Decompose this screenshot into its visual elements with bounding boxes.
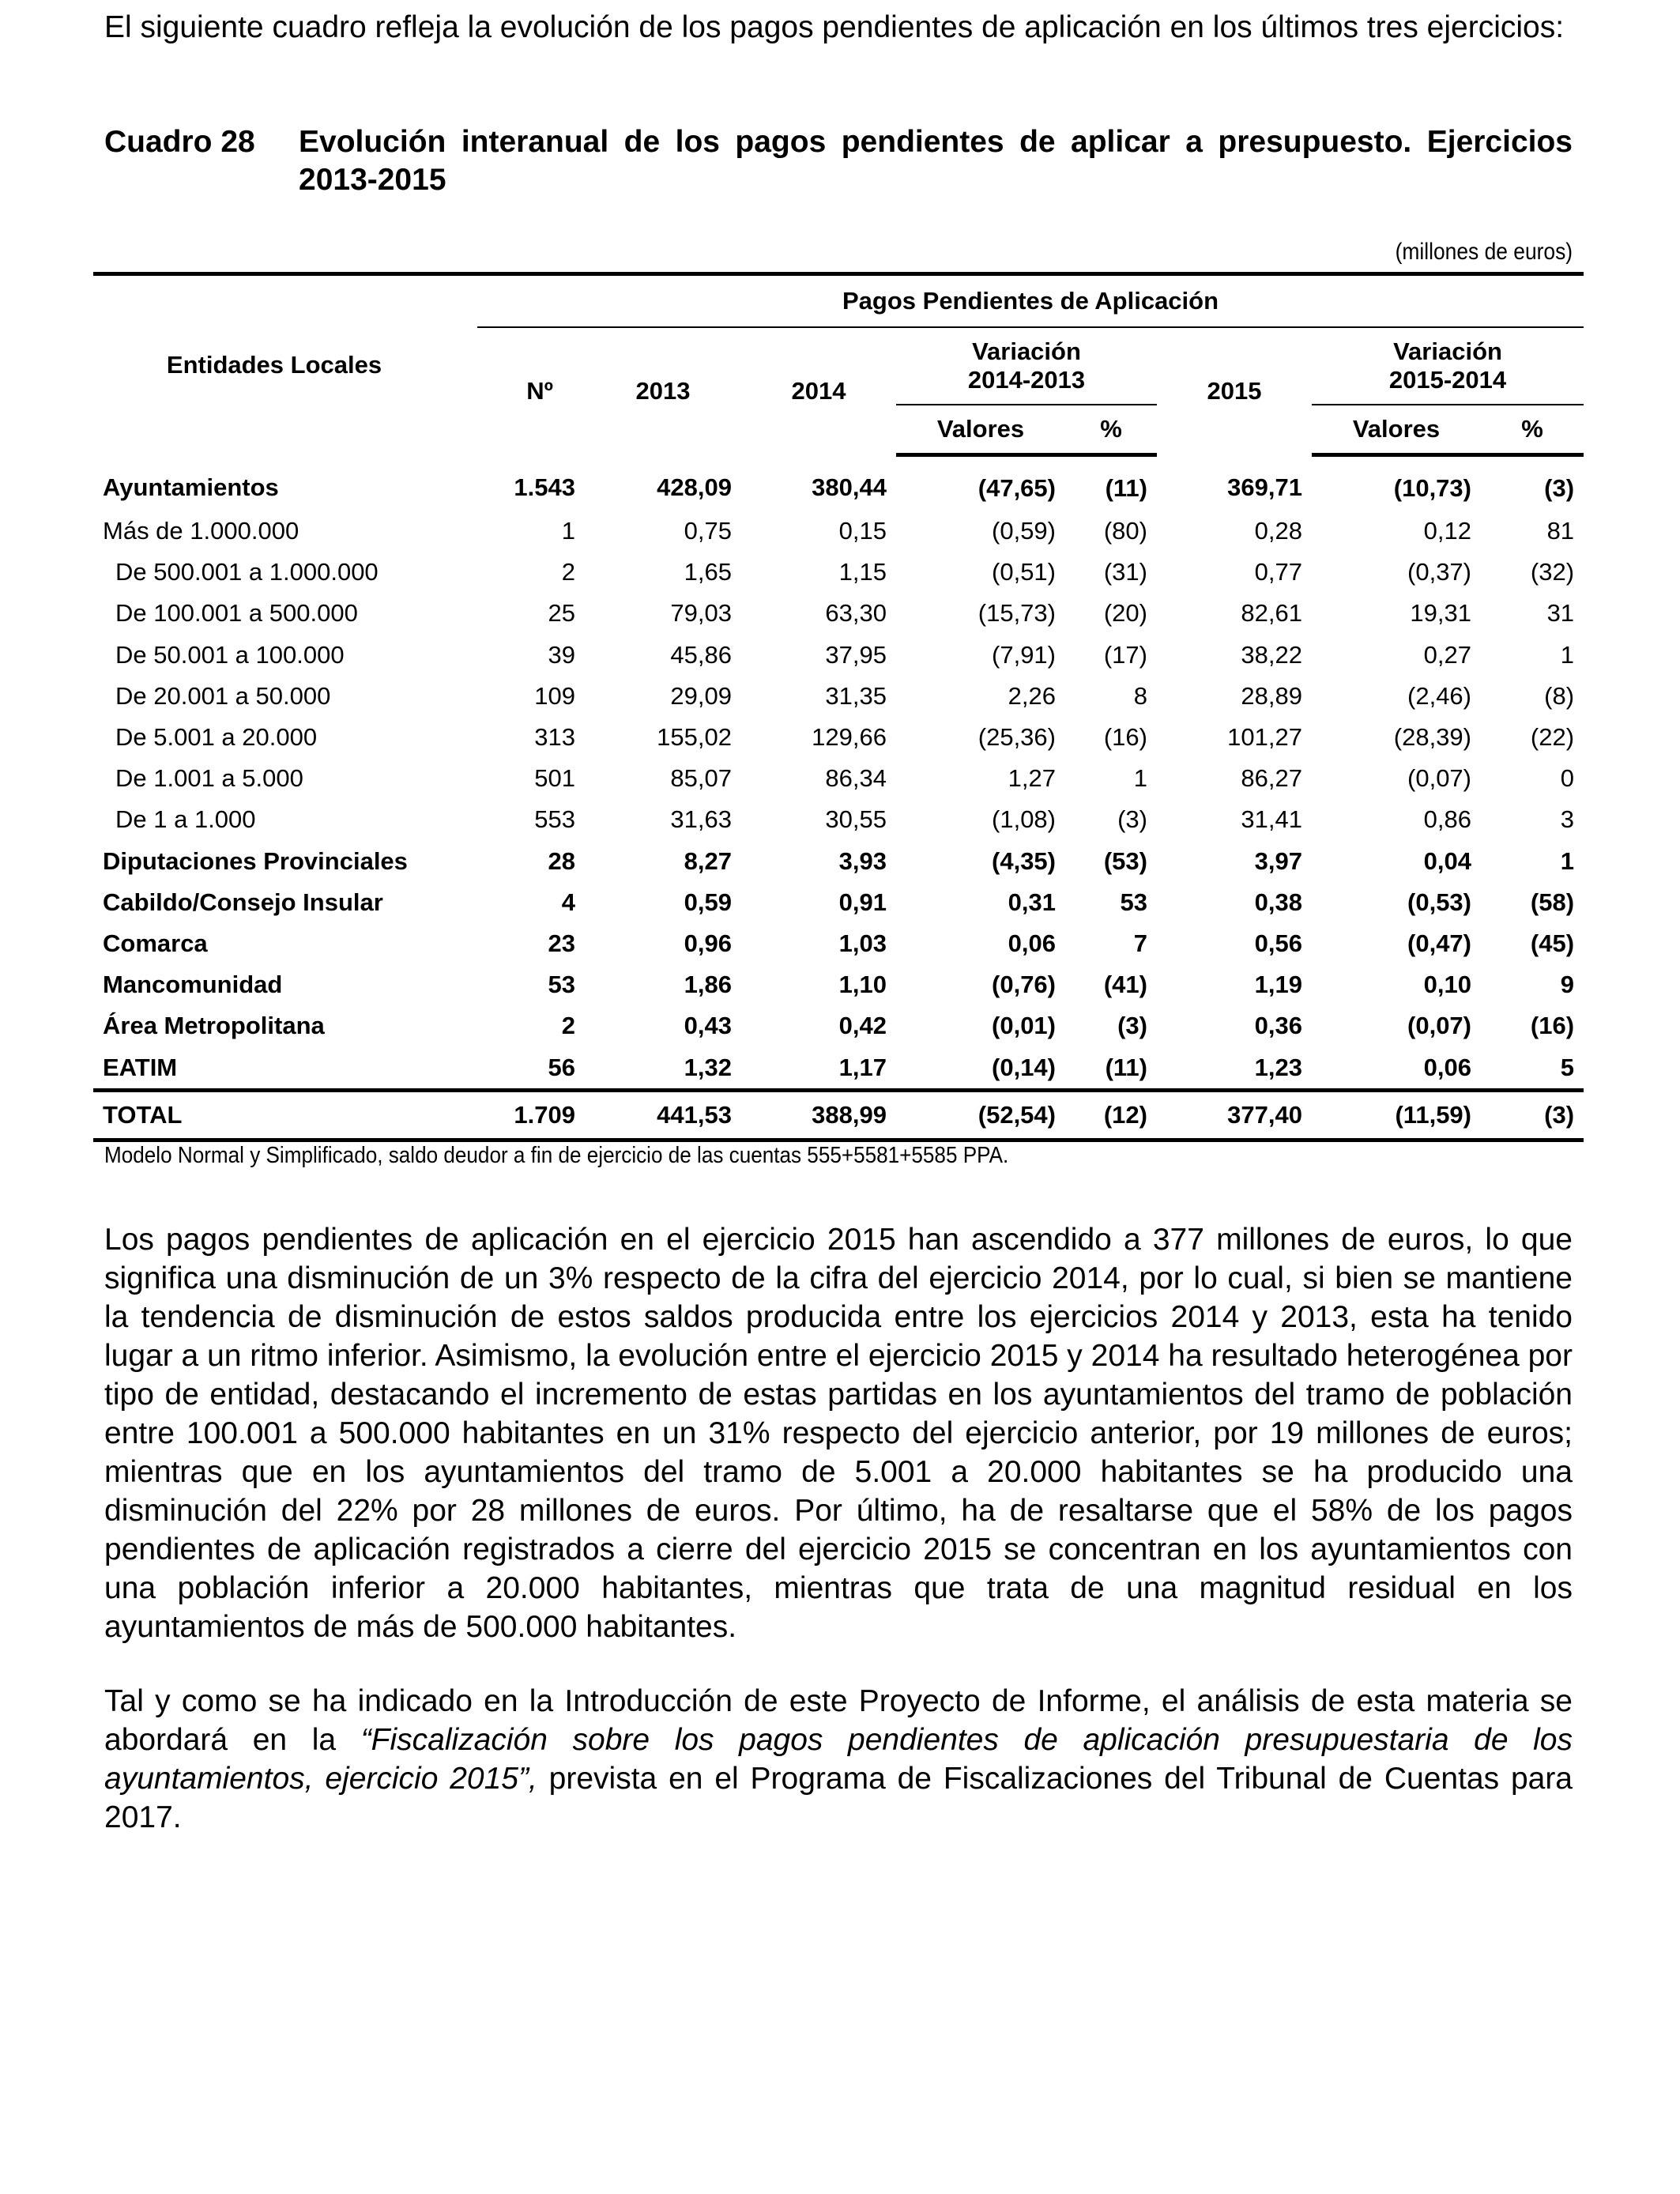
cell-var2-pct: 0	[1560, 764, 1575, 793]
cell-var1-value: (4,35)	[992, 846, 1056, 875]
cell-var2-pct: 1	[1560, 640, 1575, 669]
cell-2015: 28,89	[1241, 681, 1302, 710]
cell-n: 56	[548, 1053, 575, 1081]
table-row	[93, 799, 1584, 840]
table-row	[93, 593, 1584, 634]
cell-var1-pct: (31)	[1103, 558, 1147, 586]
cell-2014: 31,35	[825, 681, 887, 710]
cell-var2-value: (2,46)	[1407, 681, 1471, 710]
cell-var2-value: 19,31	[1410, 599, 1471, 628]
header-pct2: %	[1481, 405, 1584, 455]
total-var1-value: (52,54)	[896, 1090, 1065, 1140]
cell-var1-value: 2,26	[1008, 681, 1056, 710]
cell-label: Diputaciones Provinciales	[103, 846, 408, 875]
cell-var1-pct: (3)	[1117, 1012, 1147, 1040]
header-var1	[896, 327, 1157, 405]
cell-var1-value: 0,06	[1008, 929, 1056, 957]
table-note: Modelo Normal y Simplificado, saldo deudor a fin de ejercicio de las cuentas 555+5581+5585 PPA.	[104, 1143, 1009, 1168]
cell-2013: 1,86	[684, 971, 732, 999]
total-var2-value: (11,59)	[1312, 1090, 1481, 1140]
caption-title: Evolución interanual de los pagos pendientes de aplicar a presupuesto. Ejercicios 2013-2015	[299, 125, 1573, 197]
total-2014: 388,99	[741, 1090, 896, 1140]
header-valores1: Valores	[896, 405, 1065, 455]
cell-2013: 1,32	[684, 1053, 732, 1081]
cell-var2-pct: (3)	[1544, 474, 1575, 502]
total-var2-pct: (3)	[1481, 1090, 1584, 1140]
body-paragraph-1: Los pagos pendientes de aplicación en el ejercicio 2015 han ascendido a 377 millones de euros, lo que significa una disminución de un 3% respecto de la cifra del ejercicio 2014, por lo cual, si bien se mantiene la tendencia de disminución de estos saldos producida entre los ejercicios 2014 y 2013, esta ha tenido lugar a un ritmo inferior. Asimismo, la evolución entre el ejercicio 2015 y 2014 ha resultado heterogénea por tipo de entidad, destacando el incremento de estas partidas en los ayuntamientos del tramo de población entre 100.001 a 500.000 habitantes en un 31% respecto del ejercicio anterior, por 19 millones de euros; mientras que en los ayuntamientos del tramo de 5.001 a 20.000 habitantes se ha producido una disminución del 22% por 28 millones de euros. Por último, ha de resaltarse que el 58% de los pagos pendientes de aplicación registrados a cierre del ejercicio 2015 se concentran en los ayuntamientos con una población inferior a 20.000 habitantes, mientras que trata de una magnitud residual en los ayuntamientos de más de 500.000 habitantes.	[104, 1223, 1573, 1644]
cell-2015: 0,36	[1254, 1012, 1302, 1040]
units-label: (millones de euros)	[1395, 239, 1573, 265]
cell-var2-pct: (22)	[1530, 723, 1575, 752]
cell-label: De 500.001 a 1.000.000	[115, 558, 379, 586]
cell-n: 53	[548, 971, 575, 999]
header-n: Nº	[526, 377, 553, 405]
header-var2	[1312, 327, 1584, 405]
cell-2015: 86,27	[1241, 764, 1302, 793]
cell-2014: 1,17	[838, 1053, 887, 1081]
cell-2015: 0,77	[1254, 558, 1302, 586]
cell-2015: 3,97	[1254, 846, 1302, 875]
cell-var2-pct: (32)	[1530, 558, 1575, 586]
header-2013: 2013	[635, 377, 691, 405]
cell-2014: 37,95	[825, 640, 887, 669]
table-row	[93, 676, 1584, 717]
cell-var1-pct: (3)	[1117, 805, 1147, 834]
cell-2015: 1,19	[1254, 971, 1302, 999]
table-row	[93, 964, 1584, 1005]
cell-var1-pct: 8	[1133, 681, 1147, 710]
cell-label: Más de 1.000.000	[103, 517, 299, 545]
total-label: TOTAL	[93, 1090, 477, 1140]
cell-n: 501	[534, 764, 575, 793]
cell-var2-value: 0,10	[1423, 971, 1471, 999]
cell-label: De 100.001 a 500.000	[115, 599, 358, 628]
cell-2014: 1,15	[838, 558, 887, 586]
cell-n: 23	[548, 929, 575, 957]
cell-n: 39	[548, 640, 575, 669]
cell-label: De 5.001 a 20.000	[115, 723, 318, 752]
header-group: Pagos Pendientes de Aplicación	[477, 274, 1584, 328]
cell-label: Cabildo/Consejo Insular	[103, 888, 383, 916]
cell-2014: 0,15	[838, 517, 887, 545]
cell-n: 313	[534, 723, 575, 752]
total-var1-pct: (12)	[1065, 1090, 1157, 1140]
cell-2013: 0,96	[684, 929, 732, 957]
cell-var1-value: (0,14)	[992, 1053, 1056, 1081]
cell-n: 2	[561, 558, 575, 586]
cell-2014: 3,93	[838, 846, 887, 875]
cell-var1-value: (47,65)	[977, 474, 1056, 502]
cell-var2-value: 0,04	[1423, 846, 1471, 875]
cell-var2-value: 0,12	[1423, 517, 1471, 545]
cell-2013: 85,07	[670, 764, 732, 793]
cell-2013: 428,09	[657, 473, 732, 501]
header-var1-text: Variación 2014-2013	[967, 337, 1086, 394]
table-caption	[104, 123, 1573, 199]
cell-var1-value: 0,31	[1008, 888, 1056, 916]
cell-2014: 380,44	[812, 473, 887, 501]
cell-n: 109	[534, 681, 575, 710]
header-2015: 2015	[1207, 377, 1262, 405]
cell-var2-pct: 31	[1546, 599, 1575, 628]
total-row	[93, 1090, 1584, 1140]
table-row	[93, 882, 1584, 923]
cell-var2-value: (28,39)	[1393, 723, 1471, 752]
cell-2013: 0,43	[684, 1012, 732, 1040]
cell-n: 2	[561, 1012, 575, 1040]
cell-2015: 1,23	[1254, 1053, 1302, 1081]
intro-paragraph: El siguiente cuadro refleja la evolución de los pagos pendientes de aplicación en los últimos tres ejercicios:	[104, 10, 1565, 44]
cell-2015: 38,22	[1241, 640, 1302, 669]
cell-2013: 155,02	[657, 723, 732, 752]
cell-var1-pct: (11)	[1105, 1053, 1147, 1081]
cell-label: De 1 a 1.000	[115, 805, 256, 834]
cell-2015: 0,28	[1254, 517, 1302, 545]
cell-var1-pct: 53	[1120, 888, 1147, 916]
cell-n: 553	[534, 805, 575, 834]
cell-var2-pct: (58)	[1530, 888, 1575, 916]
cell-var2-value: (0,07)	[1407, 764, 1471, 793]
cell-n: 1	[561, 517, 575, 545]
cell-2015: 31,41	[1241, 805, 1302, 834]
cell-2014: 0,91	[838, 888, 887, 916]
cell-label: De 50.001 a 100.000	[115, 640, 345, 669]
cell-var2-value: (0,07)	[1407, 1012, 1471, 1040]
cell-label: Área Metropolitana	[103, 1012, 325, 1040]
cell-var2-value: (0,37)	[1407, 558, 1471, 586]
cell-2014: 63,30	[825, 599, 887, 628]
cell-2015: 101,27	[1227, 723, 1302, 752]
cell-var1-value: (0,76)	[992, 971, 1056, 999]
cell-2013: 79,03	[670, 599, 732, 628]
cell-var1-value: (0,51)	[992, 558, 1056, 586]
cell-var1-pct: (80)	[1103, 517, 1147, 545]
cell-var2-value: (10,73)	[1393, 474, 1471, 502]
table-row	[93, 511, 1584, 552]
cell-2015: 0,56	[1254, 929, 1302, 957]
cell-var2-pct: (8)	[1544, 681, 1575, 710]
cell-2014: 1,10	[838, 971, 887, 999]
header-2014: 2014	[791, 377, 846, 405]
cell-var1-value: (0,01)	[992, 1012, 1056, 1040]
cell-label: EATIM	[103, 1053, 178, 1081]
header-var2-text: Variación 2015-2014	[1388, 337, 1507, 394]
cell-var2-pct: 5	[1560, 1053, 1575, 1081]
cell-var1-value: (0,59)	[992, 517, 1056, 545]
cell-var2-value: (0,47)	[1407, 929, 1471, 957]
cell-var1-value: 1,27	[1008, 764, 1056, 793]
total-n: 1.709	[477, 1090, 585, 1140]
paragraph2-italic: “Fiscalización sobre los pagos pendientes de aplicación presupuestaria de los ayuntamientos, ejercicio 2015”,	[104, 1723, 1573, 1796]
cell-2014: 0,42	[838, 1012, 887, 1040]
cell-2013: 29,09	[670, 681, 732, 710]
cell-2013: 1,65	[684, 558, 732, 586]
cell-n: 4	[561, 888, 575, 916]
cell-var1-pct: (11)	[1105, 474, 1147, 502]
table-row	[93, 717, 1584, 758]
cell-2015: 0,38	[1254, 888, 1302, 916]
cell-n: 1.543	[514, 473, 575, 501]
cell-var2-value: 0,27	[1423, 640, 1471, 669]
body-paragraph-2	[104, 1682, 1573, 1837]
paragraph2-tail: prevista en el Programa de Fiscalizaciones del Tribunal de Cuentas para 2017.	[104, 1762, 1573, 1834]
cell-var1-value: (15,73)	[977, 599, 1056, 628]
cell-var2-pct: 9	[1560, 971, 1575, 999]
header-entity: Entidades Locales	[93, 274, 477, 455]
table-row	[93, 758, 1584, 799]
header-pct1: %	[1065, 405, 1157, 455]
table-row	[93, 635, 1584, 676]
cell-2015: 369,71	[1227, 473, 1302, 501]
cell-label: Mancomunidad	[103, 971, 283, 999]
cell-var2-pct: 3	[1560, 805, 1575, 834]
cell-var2-pct: (16)	[1530, 1012, 1575, 1040]
cell-var2-value: 0,86	[1423, 805, 1471, 834]
cell-2013: 0,75	[684, 517, 732, 545]
cell-label: Comarca	[103, 929, 208, 957]
payments-table	[93, 272, 1584, 1142]
cell-var1-value: (25,36)	[977, 723, 1056, 752]
cell-2014: 86,34	[825, 764, 887, 793]
cell-2013: 45,86	[670, 640, 732, 669]
cell-var2-pct: (45)	[1530, 929, 1575, 957]
cell-label: De 1.001 a 5.000	[115, 764, 303, 793]
cell-var1-pct: (16)	[1103, 723, 1147, 752]
total-2015: 377,40	[1157, 1090, 1312, 1140]
cell-var1-value: (7,91)	[992, 640, 1056, 669]
cell-var1-pct: (41)	[1103, 971, 1147, 999]
paragraph2-text: Tal y como se ha indicado en la Introducción de este Proyecto de Informe, el análisis de esta materia se abordará en la	[104, 1684, 1573, 1757]
cell-var1-pct: (20)	[1103, 599, 1147, 628]
table-row	[93, 552, 1584, 593]
header-valores2: Valores	[1312, 405, 1481, 455]
cell-2013: 31,63	[670, 805, 732, 834]
cell-2014: 30,55	[825, 805, 887, 834]
total-2013: 441,53	[585, 1090, 741, 1140]
cell-var1-value: (1,08)	[992, 805, 1056, 834]
cell-2013: 8,27	[684, 846, 732, 875]
cell-var2-pct: 81	[1546, 517, 1575, 545]
cell-2013: 0,59	[684, 888, 732, 916]
table-row	[93, 1046, 1584, 1090]
cell-n: 25	[548, 599, 575, 628]
cell-label: De 20.001 a 50.000	[115, 681, 331, 710]
cell-var1-pct: 1	[1133, 764, 1147, 793]
cell-2015: 82,61	[1241, 599, 1302, 628]
cell-var1-pct: (17)	[1103, 640, 1147, 669]
cell-2014: 129,66	[812, 723, 887, 752]
cell-n: 28	[548, 846, 575, 875]
table-row	[93, 1005, 1584, 1046]
cell-var2-value: (0,53)	[1407, 888, 1471, 916]
table-row	[93, 841, 1584, 882]
caption-number: Cuadro 28	[104, 125, 255, 159]
cell-var2-pct: 1	[1560, 846, 1575, 875]
cell-2014: 1,03	[838, 929, 887, 957]
cell-label: Ayuntamientos	[103, 473, 279, 501]
table-row	[93, 455, 1584, 511]
cell-var1-pct: 7	[1133, 929, 1147, 957]
table-row	[93, 923, 1584, 964]
cell-var2-value: 0,06	[1423, 1053, 1471, 1081]
cell-var1-pct: (53)	[1103, 846, 1147, 875]
